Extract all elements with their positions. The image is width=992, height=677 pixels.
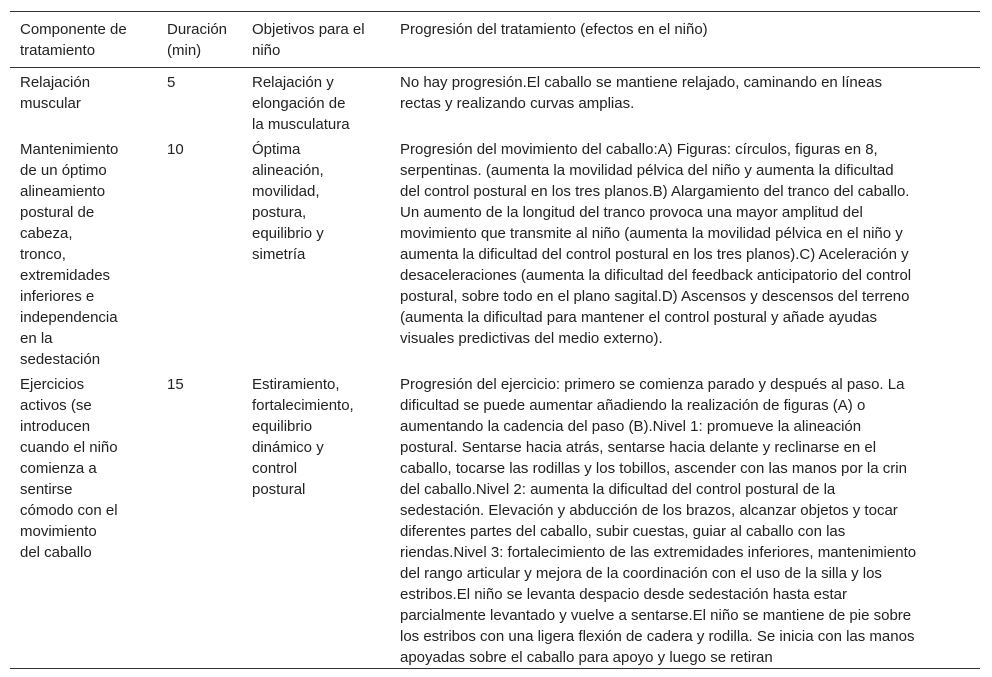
header-progression: Progresión del tratamiento (efectos en el niño) (400, 21, 708, 38)
table-body (10, 68, 980, 669)
table-row (10, 135, 980, 370)
header-component: Componente de tratamiento (20, 21, 127, 59)
table-header (10, 12, 980, 68)
cell-component: Mantenimiento de un óptimo alineamiento postural de cabeza, tronco, extremidades inferiores e independencia en la sedestación (20, 141, 119, 368)
cell-objectives: Relajación y elongación de la musculatura (252, 74, 350, 133)
cell-progression: Progresión del movimiento del caballo:A) Figuras: círculos, figuras en 8, serpentinas. (aumenta la movilidad pélvica del niño y aumenta la dificultad del control postural en los tres planos.B) Alargamiento del tranco del caballo. Un aumento de la longitud del tranco provoca una mayor amplitud del movimiento que transmite al niño (aumenta la movilidad pélvica en el niño y aumenta la dificultad del control postural en los tres planos).C) Aceleración y desaceleraciones (aumenta la dificultad del feedback anticipatorio del control postural, sobre todo en el plano sagital.D) Ascensos y descensos del terreno (aumenta la dificultad para mantener el control postural y añade ayudas visuales predictivas del medio externo). (400, 141, 912, 347)
cell-progression: Progresión del ejercicio: primero se comienza parado y después al paso. La dificultad se puede aumentar añadiendo la realización de figuras (A) o aumentando la cadencia del paso (B).Nivel 1: promueve la alineación postural. Sentarse hacia atrás, sentarse hacia delante y reclinarse en el caballo, tocarse las rodillas y los tobillos, ascender con las manos por la crin del caballo.Nivel 2: aumenta la dificultad del control postural de la sedestación. Elevación y abducción de los brazos, alcanzar objetos y tocar diferentes partes del caballo, subir cuestas, guiar al caballo con las riendas.Nivel 3: fortalecimiento de las extremidades inferiores, mantenimiento del rango articular y mejora de la coordinación con el uso de la silla y los estribos.El niño se levanta despacio desde sedestación hasta estar parcialmente levantado y vuelve a sentarse.El niño se mantiene de pie sobre los estribos con una ligera flexión de cadera y rodilla. Se inicia con las manos apoyadas sobre el caballo para apoyo y luego se retiran (400, 376, 917, 666)
cell-duration: 5 (167, 74, 176, 91)
cell-objectives: Óptima alineación, movilidad, postura, equilibrio y simetría (252, 141, 324, 263)
cell-component: Relajación muscular (20, 74, 91, 112)
table-row (10, 68, 980, 136)
header-objectives: Objetivos para el niño (252, 21, 365, 59)
cell-progression: No hay progresión.El caballo se mantiene relajado, caminando en líneas rectas y realizando curvas amplias. (400, 74, 882, 112)
cell-component: Ejercicios activos (se introducen cuando el niño comienza a sentirse cómodo con el movimiento del caballo (20, 376, 118, 561)
cell-duration: 15 (167, 376, 184, 393)
header-duration: Duración (min) (167, 21, 228, 59)
header-row (10, 12, 980, 68)
treatment-table (10, 11, 980, 669)
cell-objectives: Estiramiento, fortalecimiento, equilibrio dinámico y control postural (252, 376, 354, 498)
cell-duration: 10 (167, 141, 184, 158)
table-row (10, 370, 980, 669)
